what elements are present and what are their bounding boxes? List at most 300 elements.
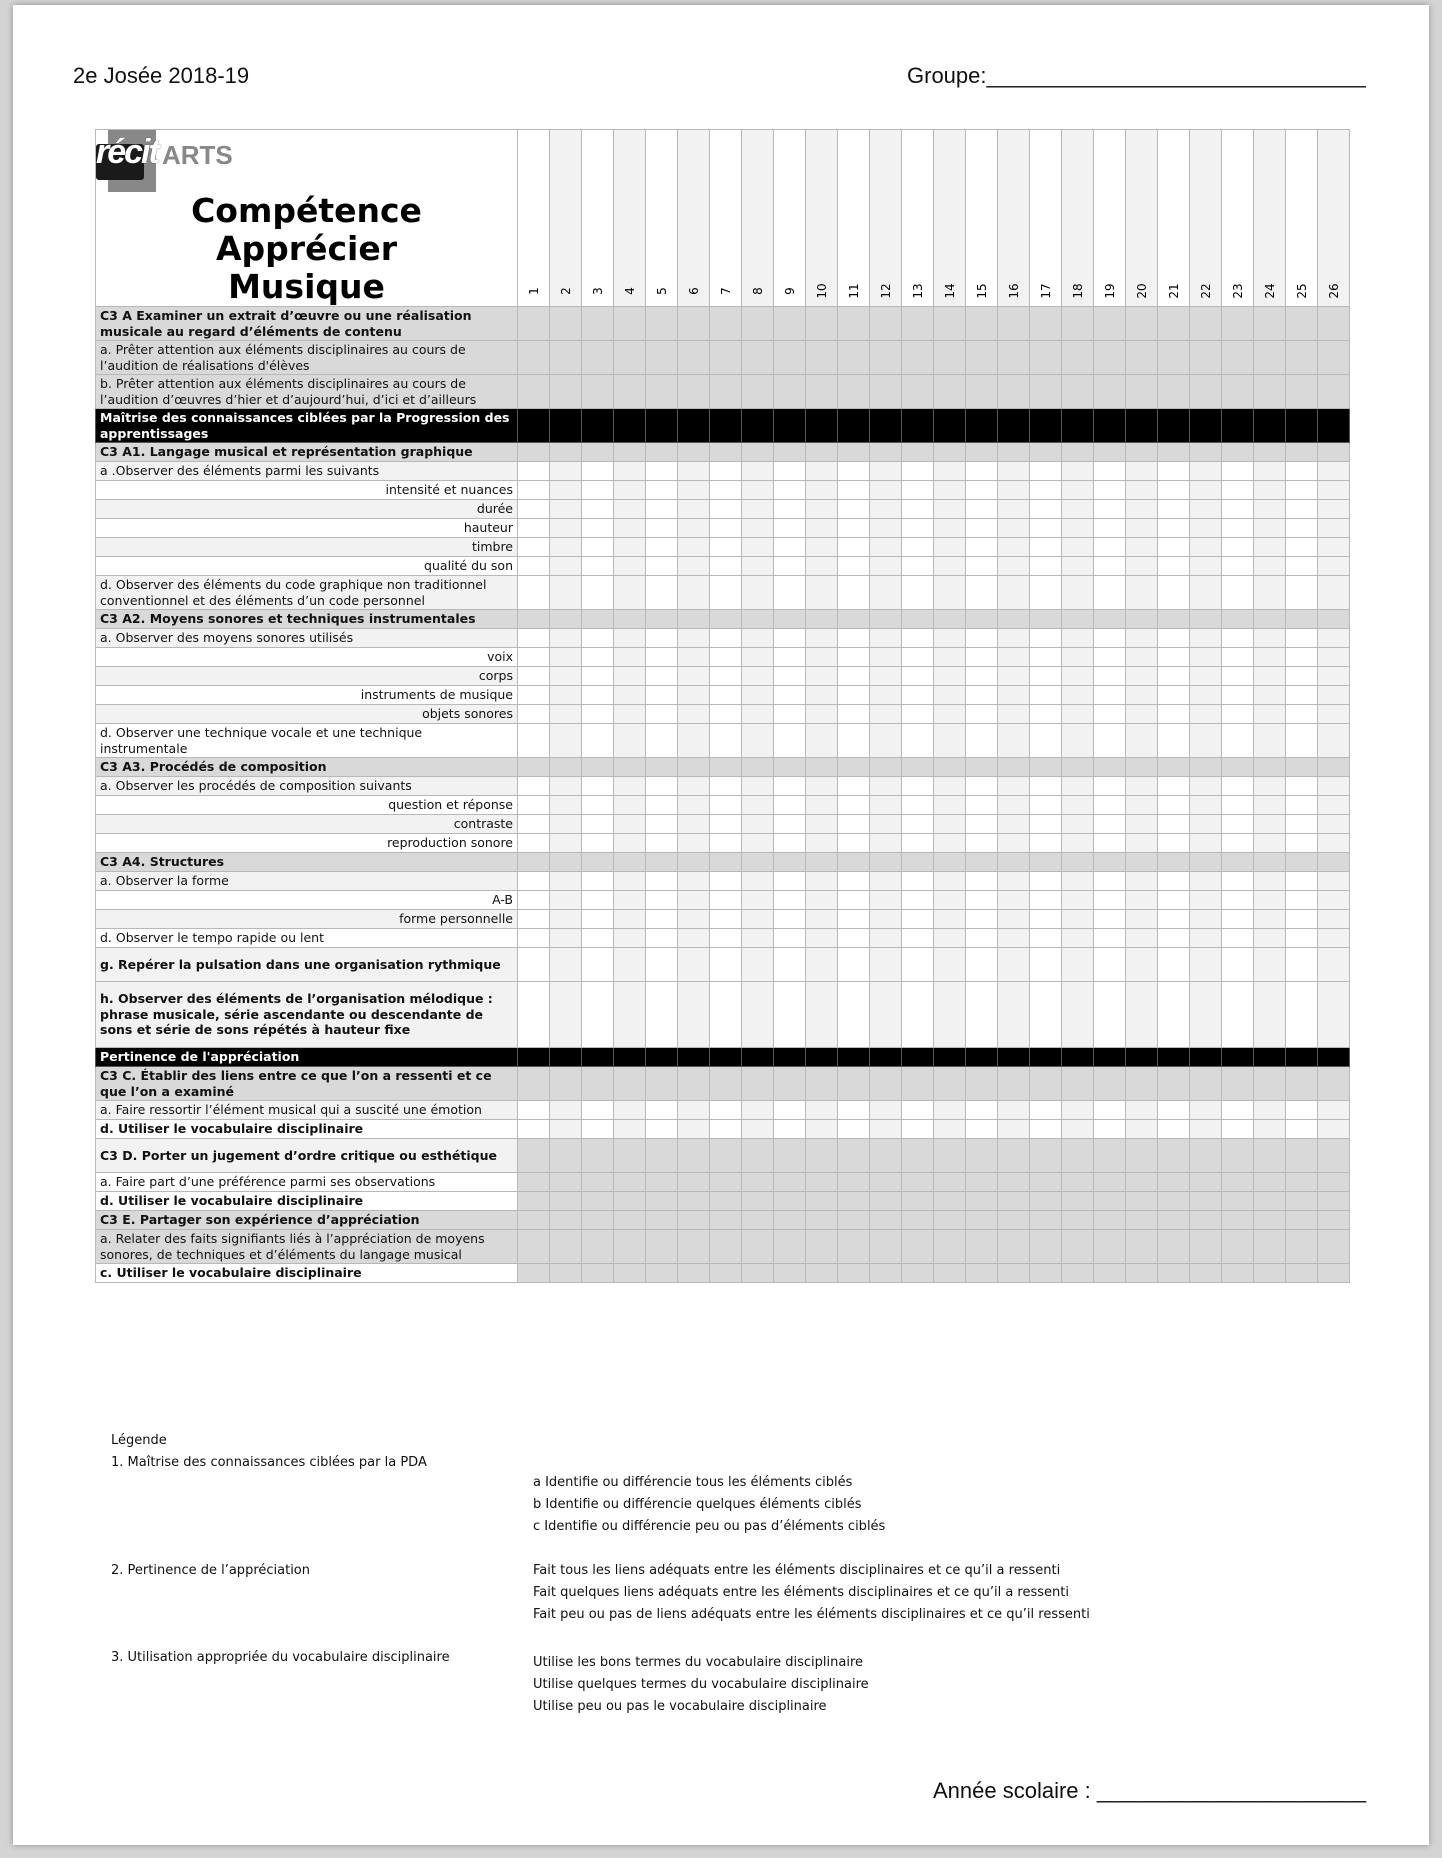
grade-cell[interactable] bbox=[1062, 307, 1094, 341]
grade-cell[interactable] bbox=[1254, 853, 1286, 872]
grade-cell[interactable] bbox=[774, 610, 806, 629]
grade-cell[interactable] bbox=[998, 929, 1030, 948]
grade-cell[interactable] bbox=[838, 872, 870, 891]
grade-cell[interactable] bbox=[742, 538, 774, 557]
grade-cell[interactable] bbox=[1286, 777, 1318, 796]
grade-cell[interactable] bbox=[1254, 1067, 1286, 1101]
grade-cell[interactable] bbox=[614, 872, 646, 891]
grade-cell[interactable] bbox=[1062, 777, 1094, 796]
grade-cell[interactable] bbox=[518, 375, 550, 409]
grade-cell[interactable] bbox=[806, 667, 838, 686]
grade-cell[interactable] bbox=[806, 341, 838, 375]
grade-cell[interactable] bbox=[1318, 872, 1350, 891]
grade-cell[interactable] bbox=[1318, 910, 1350, 929]
grade-cell[interactable] bbox=[550, 1067, 582, 1101]
grade-cell[interactable] bbox=[678, 667, 710, 686]
grade-cell[interactable] bbox=[1062, 929, 1094, 948]
grade-cell[interactable] bbox=[966, 519, 998, 538]
grade-cell[interactable] bbox=[742, 929, 774, 948]
grade-cell[interactable] bbox=[934, 777, 966, 796]
grade-cell[interactable] bbox=[710, 610, 742, 629]
grade-cell[interactable] bbox=[1062, 834, 1094, 853]
grade-cell[interactable] bbox=[518, 307, 550, 341]
grade-cell[interactable] bbox=[998, 667, 1030, 686]
grade-cell[interactable] bbox=[678, 1067, 710, 1101]
grade-cell[interactable] bbox=[902, 538, 934, 557]
grade-cell[interactable] bbox=[1094, 462, 1126, 481]
grade-cell[interactable] bbox=[550, 853, 582, 872]
grade-cell[interactable] bbox=[1094, 375, 1126, 409]
grade-cell[interactable] bbox=[1126, 853, 1158, 872]
grade-cell[interactable] bbox=[1158, 1230, 1190, 1264]
grade-cell[interactable] bbox=[1190, 705, 1222, 724]
grade-cell[interactable] bbox=[646, 815, 678, 834]
grade-cell[interactable] bbox=[902, 686, 934, 705]
grade-cell[interactable] bbox=[582, 1067, 614, 1101]
grade-cell[interactable] bbox=[1222, 815, 1254, 834]
grade-cell[interactable] bbox=[710, 948, 742, 982]
grade-cell[interactable] bbox=[1222, 705, 1254, 724]
grade-cell[interactable] bbox=[614, 1192, 646, 1211]
grade-cell[interactable] bbox=[582, 1264, 614, 1283]
grade-cell[interactable] bbox=[774, 576, 806, 610]
grade-cell[interactable] bbox=[1094, 1230, 1126, 1264]
grade-cell[interactable] bbox=[646, 1192, 678, 1211]
grade-cell[interactable] bbox=[550, 929, 582, 948]
grade-cell[interactable] bbox=[678, 1173, 710, 1192]
grade-cell[interactable] bbox=[806, 648, 838, 667]
grade-cell[interactable] bbox=[1190, 610, 1222, 629]
grade-cell[interactable] bbox=[1222, 834, 1254, 853]
grade-cell[interactable] bbox=[1094, 519, 1126, 538]
grade-cell[interactable] bbox=[614, 443, 646, 462]
grade-cell[interactable] bbox=[710, 538, 742, 557]
grade-cell[interactable] bbox=[1126, 629, 1158, 648]
grade-cell[interactable] bbox=[774, 1139, 806, 1173]
grade-cell[interactable] bbox=[998, 481, 1030, 500]
grade-cell[interactable] bbox=[1126, 948, 1158, 982]
grade-cell[interactable] bbox=[1094, 307, 1126, 341]
grade-cell[interactable] bbox=[646, 629, 678, 648]
grade-cell[interactable] bbox=[774, 1230, 806, 1264]
grade-cell[interactable] bbox=[998, 1211, 1030, 1230]
grade-cell[interactable] bbox=[742, 1264, 774, 1283]
grade-cell[interactable] bbox=[710, 443, 742, 462]
grade-cell[interactable] bbox=[1030, 443, 1062, 462]
grade-cell[interactable] bbox=[934, 796, 966, 815]
grade-cell[interactable] bbox=[806, 1230, 838, 1264]
grade-cell[interactable] bbox=[838, 519, 870, 538]
grade-cell[interactable] bbox=[966, 948, 998, 982]
grade-cell[interactable] bbox=[518, 872, 550, 891]
grade-cell[interactable] bbox=[1158, 891, 1190, 910]
grade-cell[interactable] bbox=[678, 481, 710, 500]
grade-cell[interactable] bbox=[1222, 724, 1254, 758]
grade-cell[interactable] bbox=[1286, 519, 1318, 538]
grade-cell[interactable] bbox=[1190, 872, 1222, 891]
grade-cell[interactable] bbox=[550, 462, 582, 481]
grade-cell[interactable] bbox=[1094, 500, 1126, 519]
grade-cell[interactable] bbox=[966, 1120, 998, 1139]
grade-cell[interactable] bbox=[774, 948, 806, 982]
grade-cell[interactable] bbox=[966, 758, 998, 777]
grade-cell[interactable] bbox=[550, 1173, 582, 1192]
grade-cell[interactable] bbox=[998, 891, 1030, 910]
grade-cell[interactable] bbox=[838, 777, 870, 796]
grade-cell[interactable] bbox=[678, 796, 710, 815]
grade-cell[interactable] bbox=[1126, 576, 1158, 610]
grade-cell[interactable] bbox=[582, 576, 614, 610]
grade-cell[interactable] bbox=[742, 667, 774, 686]
grade-cell[interactable] bbox=[646, 929, 678, 948]
grade-cell[interactable] bbox=[646, 576, 678, 610]
grade-cell[interactable] bbox=[1126, 648, 1158, 667]
grade-cell[interactable] bbox=[998, 815, 1030, 834]
grade-cell[interactable] bbox=[1158, 443, 1190, 462]
grade-cell[interactable] bbox=[518, 758, 550, 777]
grade-cell[interactable] bbox=[934, 948, 966, 982]
grade-cell[interactable] bbox=[1062, 667, 1094, 686]
grade-cell[interactable] bbox=[902, 610, 934, 629]
grade-cell[interactable] bbox=[678, 777, 710, 796]
grade-cell[interactable] bbox=[902, 834, 934, 853]
grade-cell[interactable] bbox=[998, 910, 1030, 929]
grade-cell[interactable] bbox=[774, 853, 806, 872]
grade-cell[interactable] bbox=[1318, 724, 1350, 758]
grade-cell[interactable] bbox=[998, 557, 1030, 576]
grade-cell[interactable] bbox=[838, 307, 870, 341]
grade-cell[interactable] bbox=[902, 500, 934, 519]
grade-cell[interactable] bbox=[678, 758, 710, 777]
grade-cell[interactable] bbox=[614, 1173, 646, 1192]
grade-cell[interactable] bbox=[742, 853, 774, 872]
grade-cell[interactable] bbox=[870, 557, 902, 576]
grade-cell[interactable] bbox=[1126, 341, 1158, 375]
grade-cell[interactable] bbox=[742, 724, 774, 758]
grade-cell[interactable] bbox=[1286, 500, 1318, 519]
grade-cell[interactable] bbox=[774, 1192, 806, 1211]
grade-cell[interactable] bbox=[806, 1211, 838, 1230]
grade-cell[interactable] bbox=[1062, 375, 1094, 409]
grade-cell[interactable] bbox=[806, 910, 838, 929]
grade-cell[interactable] bbox=[678, 872, 710, 891]
grade-cell[interactable] bbox=[1094, 1120, 1126, 1139]
grade-cell[interactable] bbox=[1030, 519, 1062, 538]
grade-cell[interactable] bbox=[678, 610, 710, 629]
grade-cell[interactable] bbox=[1286, 667, 1318, 686]
grade-cell[interactable] bbox=[710, 1120, 742, 1139]
grade-cell[interactable] bbox=[806, 834, 838, 853]
grade-cell[interactable] bbox=[1094, 853, 1126, 872]
grade-cell[interactable] bbox=[966, 777, 998, 796]
grade-cell[interactable] bbox=[1094, 481, 1126, 500]
grade-cell[interactable] bbox=[1030, 1101, 1062, 1120]
grade-cell[interactable] bbox=[1158, 341, 1190, 375]
grade-cell[interactable] bbox=[710, 929, 742, 948]
grade-cell[interactable] bbox=[870, 834, 902, 853]
grade-cell[interactable] bbox=[902, 1173, 934, 1192]
grade-cell[interactable] bbox=[1126, 834, 1158, 853]
grade-cell[interactable] bbox=[998, 1264, 1030, 1283]
grade-cell[interactable] bbox=[646, 1211, 678, 1230]
grade-cell[interactable] bbox=[1094, 667, 1126, 686]
grade-cell[interactable] bbox=[614, 481, 646, 500]
grade-cell[interactable] bbox=[1286, 815, 1318, 834]
grade-cell[interactable] bbox=[1222, 758, 1254, 777]
grade-cell[interactable] bbox=[966, 705, 998, 724]
grade-cell[interactable] bbox=[582, 910, 614, 929]
grade-cell[interactable] bbox=[806, 1120, 838, 1139]
grade-cell[interactable] bbox=[1254, 758, 1286, 777]
grade-cell[interactable] bbox=[870, 341, 902, 375]
grade-cell[interactable] bbox=[902, 443, 934, 462]
grade-cell[interactable] bbox=[934, 1211, 966, 1230]
grade-cell[interactable] bbox=[1126, 758, 1158, 777]
grade-cell[interactable] bbox=[1158, 576, 1190, 610]
grade-cell[interactable] bbox=[1222, 1264, 1254, 1283]
grade-cell[interactable] bbox=[1062, 1264, 1094, 1283]
grade-cell[interactable] bbox=[1318, 648, 1350, 667]
grade-cell[interactable] bbox=[998, 519, 1030, 538]
grade-cell[interactable] bbox=[678, 557, 710, 576]
grade-cell[interactable] bbox=[1158, 1101, 1190, 1120]
grade-cell[interactable] bbox=[1094, 648, 1126, 667]
grade-cell[interactable] bbox=[838, 1067, 870, 1101]
grade-cell[interactable] bbox=[1286, 1067, 1318, 1101]
grade-cell[interactable] bbox=[550, 796, 582, 815]
grade-cell[interactable] bbox=[1286, 648, 1318, 667]
grade-cell[interactable] bbox=[934, 375, 966, 409]
grade-cell[interactable] bbox=[518, 853, 550, 872]
grade-cell[interactable] bbox=[1126, 1211, 1158, 1230]
grade-cell[interactable] bbox=[806, 891, 838, 910]
grade-cell[interactable] bbox=[1030, 481, 1062, 500]
grade-cell[interactable] bbox=[1286, 443, 1318, 462]
grade-cell[interactable] bbox=[742, 519, 774, 538]
grade-cell[interactable] bbox=[1158, 834, 1190, 853]
grade-cell[interactable] bbox=[678, 948, 710, 982]
grade-cell[interactable] bbox=[1190, 796, 1222, 815]
grade-cell[interactable] bbox=[1030, 872, 1062, 891]
grade-cell[interactable] bbox=[1030, 853, 1062, 872]
grade-cell[interactable] bbox=[646, 307, 678, 341]
grade-cell[interactable] bbox=[1190, 519, 1222, 538]
grade-cell[interactable] bbox=[806, 724, 838, 758]
grade-cell[interactable] bbox=[742, 910, 774, 929]
grade-cell[interactable] bbox=[1158, 1173, 1190, 1192]
grade-cell[interactable] bbox=[646, 1139, 678, 1173]
grade-cell[interactable] bbox=[646, 667, 678, 686]
grade-cell[interactable] bbox=[550, 629, 582, 648]
grade-cell[interactable] bbox=[1062, 576, 1094, 610]
grade-cell[interactable] bbox=[710, 576, 742, 610]
grade-cell[interactable] bbox=[966, 1230, 998, 1264]
grade-cell[interactable] bbox=[966, 1101, 998, 1120]
grade-cell[interactable] bbox=[1030, 375, 1062, 409]
grade-cell[interactable] bbox=[774, 1120, 806, 1139]
grade-cell[interactable] bbox=[774, 724, 806, 758]
grade-cell[interactable] bbox=[1222, 1173, 1254, 1192]
grade-cell[interactable] bbox=[774, 481, 806, 500]
grade-cell[interactable] bbox=[710, 777, 742, 796]
grade-cell[interactable] bbox=[870, 910, 902, 929]
grade-cell[interactable] bbox=[678, 462, 710, 481]
grade-cell[interactable] bbox=[550, 1139, 582, 1173]
grade-cell[interactable] bbox=[870, 610, 902, 629]
grade-cell[interactable] bbox=[1286, 891, 1318, 910]
grade-cell[interactable] bbox=[806, 1192, 838, 1211]
grade-cell[interactable] bbox=[1254, 341, 1286, 375]
grade-cell[interactable] bbox=[870, 948, 902, 982]
grade-cell[interactable] bbox=[998, 341, 1030, 375]
grade-cell[interactable] bbox=[998, 1120, 1030, 1139]
grade-cell[interactable] bbox=[582, 929, 614, 948]
grade-cell[interactable] bbox=[1094, 891, 1126, 910]
grade-cell[interactable] bbox=[742, 443, 774, 462]
grade-cell[interactable] bbox=[966, 341, 998, 375]
grade-cell[interactable] bbox=[1222, 519, 1254, 538]
grade-cell[interactable] bbox=[678, 1101, 710, 1120]
grade-cell[interactable] bbox=[1286, 538, 1318, 557]
grade-cell[interactable] bbox=[1318, 982, 1350, 1048]
grade-cell[interactable] bbox=[1126, 1101, 1158, 1120]
grade-cell[interactable] bbox=[550, 982, 582, 1048]
grade-cell[interactable] bbox=[582, 462, 614, 481]
grade-cell[interactable] bbox=[902, 1101, 934, 1120]
grade-cell[interactable] bbox=[1254, 576, 1286, 610]
grade-cell[interactable] bbox=[614, 1139, 646, 1173]
grade-cell[interactable] bbox=[902, 777, 934, 796]
grade-cell[interactable] bbox=[1094, 1211, 1126, 1230]
grade-cell[interactable] bbox=[1094, 1101, 1126, 1120]
grade-cell[interactable] bbox=[870, 576, 902, 610]
grade-cell[interactable] bbox=[582, 648, 614, 667]
grade-cell[interactable] bbox=[1030, 462, 1062, 481]
grade-cell[interactable] bbox=[966, 982, 998, 1048]
grade-cell[interactable] bbox=[870, 648, 902, 667]
grade-cell[interactable] bbox=[1158, 1139, 1190, 1173]
grade-cell[interactable] bbox=[518, 519, 550, 538]
grade-cell[interactable] bbox=[1254, 982, 1286, 1048]
grade-cell[interactable] bbox=[1318, 557, 1350, 576]
grade-cell[interactable] bbox=[934, 758, 966, 777]
grade-cell[interactable] bbox=[1190, 686, 1222, 705]
grade-cell[interactable] bbox=[614, 815, 646, 834]
grade-cell[interactable] bbox=[774, 648, 806, 667]
grade-cell[interactable] bbox=[998, 982, 1030, 1048]
grade-cell[interactable] bbox=[1254, 815, 1286, 834]
grade-cell[interactable] bbox=[550, 307, 582, 341]
grade-cell[interactable] bbox=[806, 982, 838, 1048]
grade-cell[interactable] bbox=[1222, 853, 1254, 872]
grade-cell[interactable] bbox=[742, 1120, 774, 1139]
grade-cell[interactable] bbox=[1062, 1230, 1094, 1264]
grade-cell[interactable] bbox=[838, 667, 870, 686]
grade-cell[interactable] bbox=[710, 1173, 742, 1192]
grade-cell[interactable] bbox=[1190, 777, 1222, 796]
grade-cell[interactable] bbox=[1222, 982, 1254, 1048]
grade-cell[interactable] bbox=[1190, 815, 1222, 834]
grade-cell[interactable] bbox=[838, 462, 870, 481]
grade-cell[interactable] bbox=[966, 724, 998, 758]
grade-cell[interactable] bbox=[550, 815, 582, 834]
grade-cell[interactable] bbox=[806, 948, 838, 982]
grade-cell[interactable] bbox=[742, 1101, 774, 1120]
grade-cell[interactable] bbox=[902, 910, 934, 929]
grade-cell[interactable] bbox=[678, 1211, 710, 1230]
grade-cell[interactable] bbox=[1062, 910, 1094, 929]
grade-cell[interactable] bbox=[838, 481, 870, 500]
grade-cell[interactable] bbox=[1126, 1192, 1158, 1211]
grade-cell[interactable] bbox=[1126, 872, 1158, 891]
grade-cell[interactable] bbox=[742, 629, 774, 648]
grade-cell[interactable] bbox=[1190, 557, 1222, 576]
grade-cell[interactable] bbox=[1030, 341, 1062, 375]
grade-cell[interactable] bbox=[614, 929, 646, 948]
grade-cell[interactable] bbox=[934, 667, 966, 686]
grade-cell[interactable] bbox=[1318, 1230, 1350, 1264]
grade-cell[interactable] bbox=[870, 667, 902, 686]
grade-cell[interactable] bbox=[966, 834, 998, 853]
grade-cell[interactable] bbox=[838, 538, 870, 557]
grade-cell[interactable] bbox=[1318, 834, 1350, 853]
grade-cell[interactable] bbox=[614, 576, 646, 610]
grade-cell[interactable] bbox=[870, 1211, 902, 1230]
grade-cell[interactable] bbox=[518, 576, 550, 610]
grade-cell[interactable] bbox=[582, 667, 614, 686]
grade-cell[interactable] bbox=[646, 481, 678, 500]
grade-cell[interactable] bbox=[518, 629, 550, 648]
grade-cell[interactable] bbox=[614, 1264, 646, 1283]
grade-cell[interactable] bbox=[1254, 1230, 1286, 1264]
grade-cell[interactable] bbox=[1254, 629, 1286, 648]
grade-cell[interactable] bbox=[902, 557, 934, 576]
grade-cell[interactable] bbox=[1254, 648, 1286, 667]
grade-cell[interactable] bbox=[1062, 1173, 1094, 1192]
grade-cell[interactable] bbox=[998, 1067, 1030, 1101]
grade-cell[interactable] bbox=[1094, 629, 1126, 648]
grade-cell[interactable] bbox=[870, 777, 902, 796]
grade-cell[interactable] bbox=[902, 1120, 934, 1139]
grade-cell[interactable] bbox=[774, 557, 806, 576]
grade-cell[interactable] bbox=[1286, 1173, 1318, 1192]
grade-cell[interactable] bbox=[1030, 576, 1062, 610]
grade-cell[interactable] bbox=[1222, 910, 1254, 929]
grade-cell[interactable] bbox=[1030, 538, 1062, 557]
grade-cell[interactable] bbox=[1190, 982, 1222, 1048]
grade-cell[interactable] bbox=[902, 705, 934, 724]
grade-cell[interactable] bbox=[1158, 375, 1190, 409]
grade-cell[interactable] bbox=[1222, 462, 1254, 481]
grade-cell[interactable] bbox=[678, 307, 710, 341]
grade-cell[interactable] bbox=[870, 796, 902, 815]
grade-cell[interactable] bbox=[582, 307, 614, 341]
grade-cell[interactable] bbox=[1318, 462, 1350, 481]
grade-cell[interactable] bbox=[1286, 1230, 1318, 1264]
grade-cell[interactable] bbox=[1126, 982, 1158, 1048]
grade-cell[interactable] bbox=[934, 519, 966, 538]
grade-cell[interactable] bbox=[870, 1264, 902, 1283]
grade-cell[interactable] bbox=[806, 1173, 838, 1192]
grade-cell[interactable] bbox=[742, 481, 774, 500]
grade-cell[interactable] bbox=[742, 1230, 774, 1264]
grade-cell[interactable] bbox=[838, 648, 870, 667]
grade-cell[interactable] bbox=[1318, 307, 1350, 341]
grade-cell[interactable] bbox=[902, 576, 934, 610]
grade-cell[interactable] bbox=[1254, 1120, 1286, 1139]
grade-cell[interactable] bbox=[1190, 910, 1222, 929]
grade-cell[interactable] bbox=[1158, 629, 1190, 648]
